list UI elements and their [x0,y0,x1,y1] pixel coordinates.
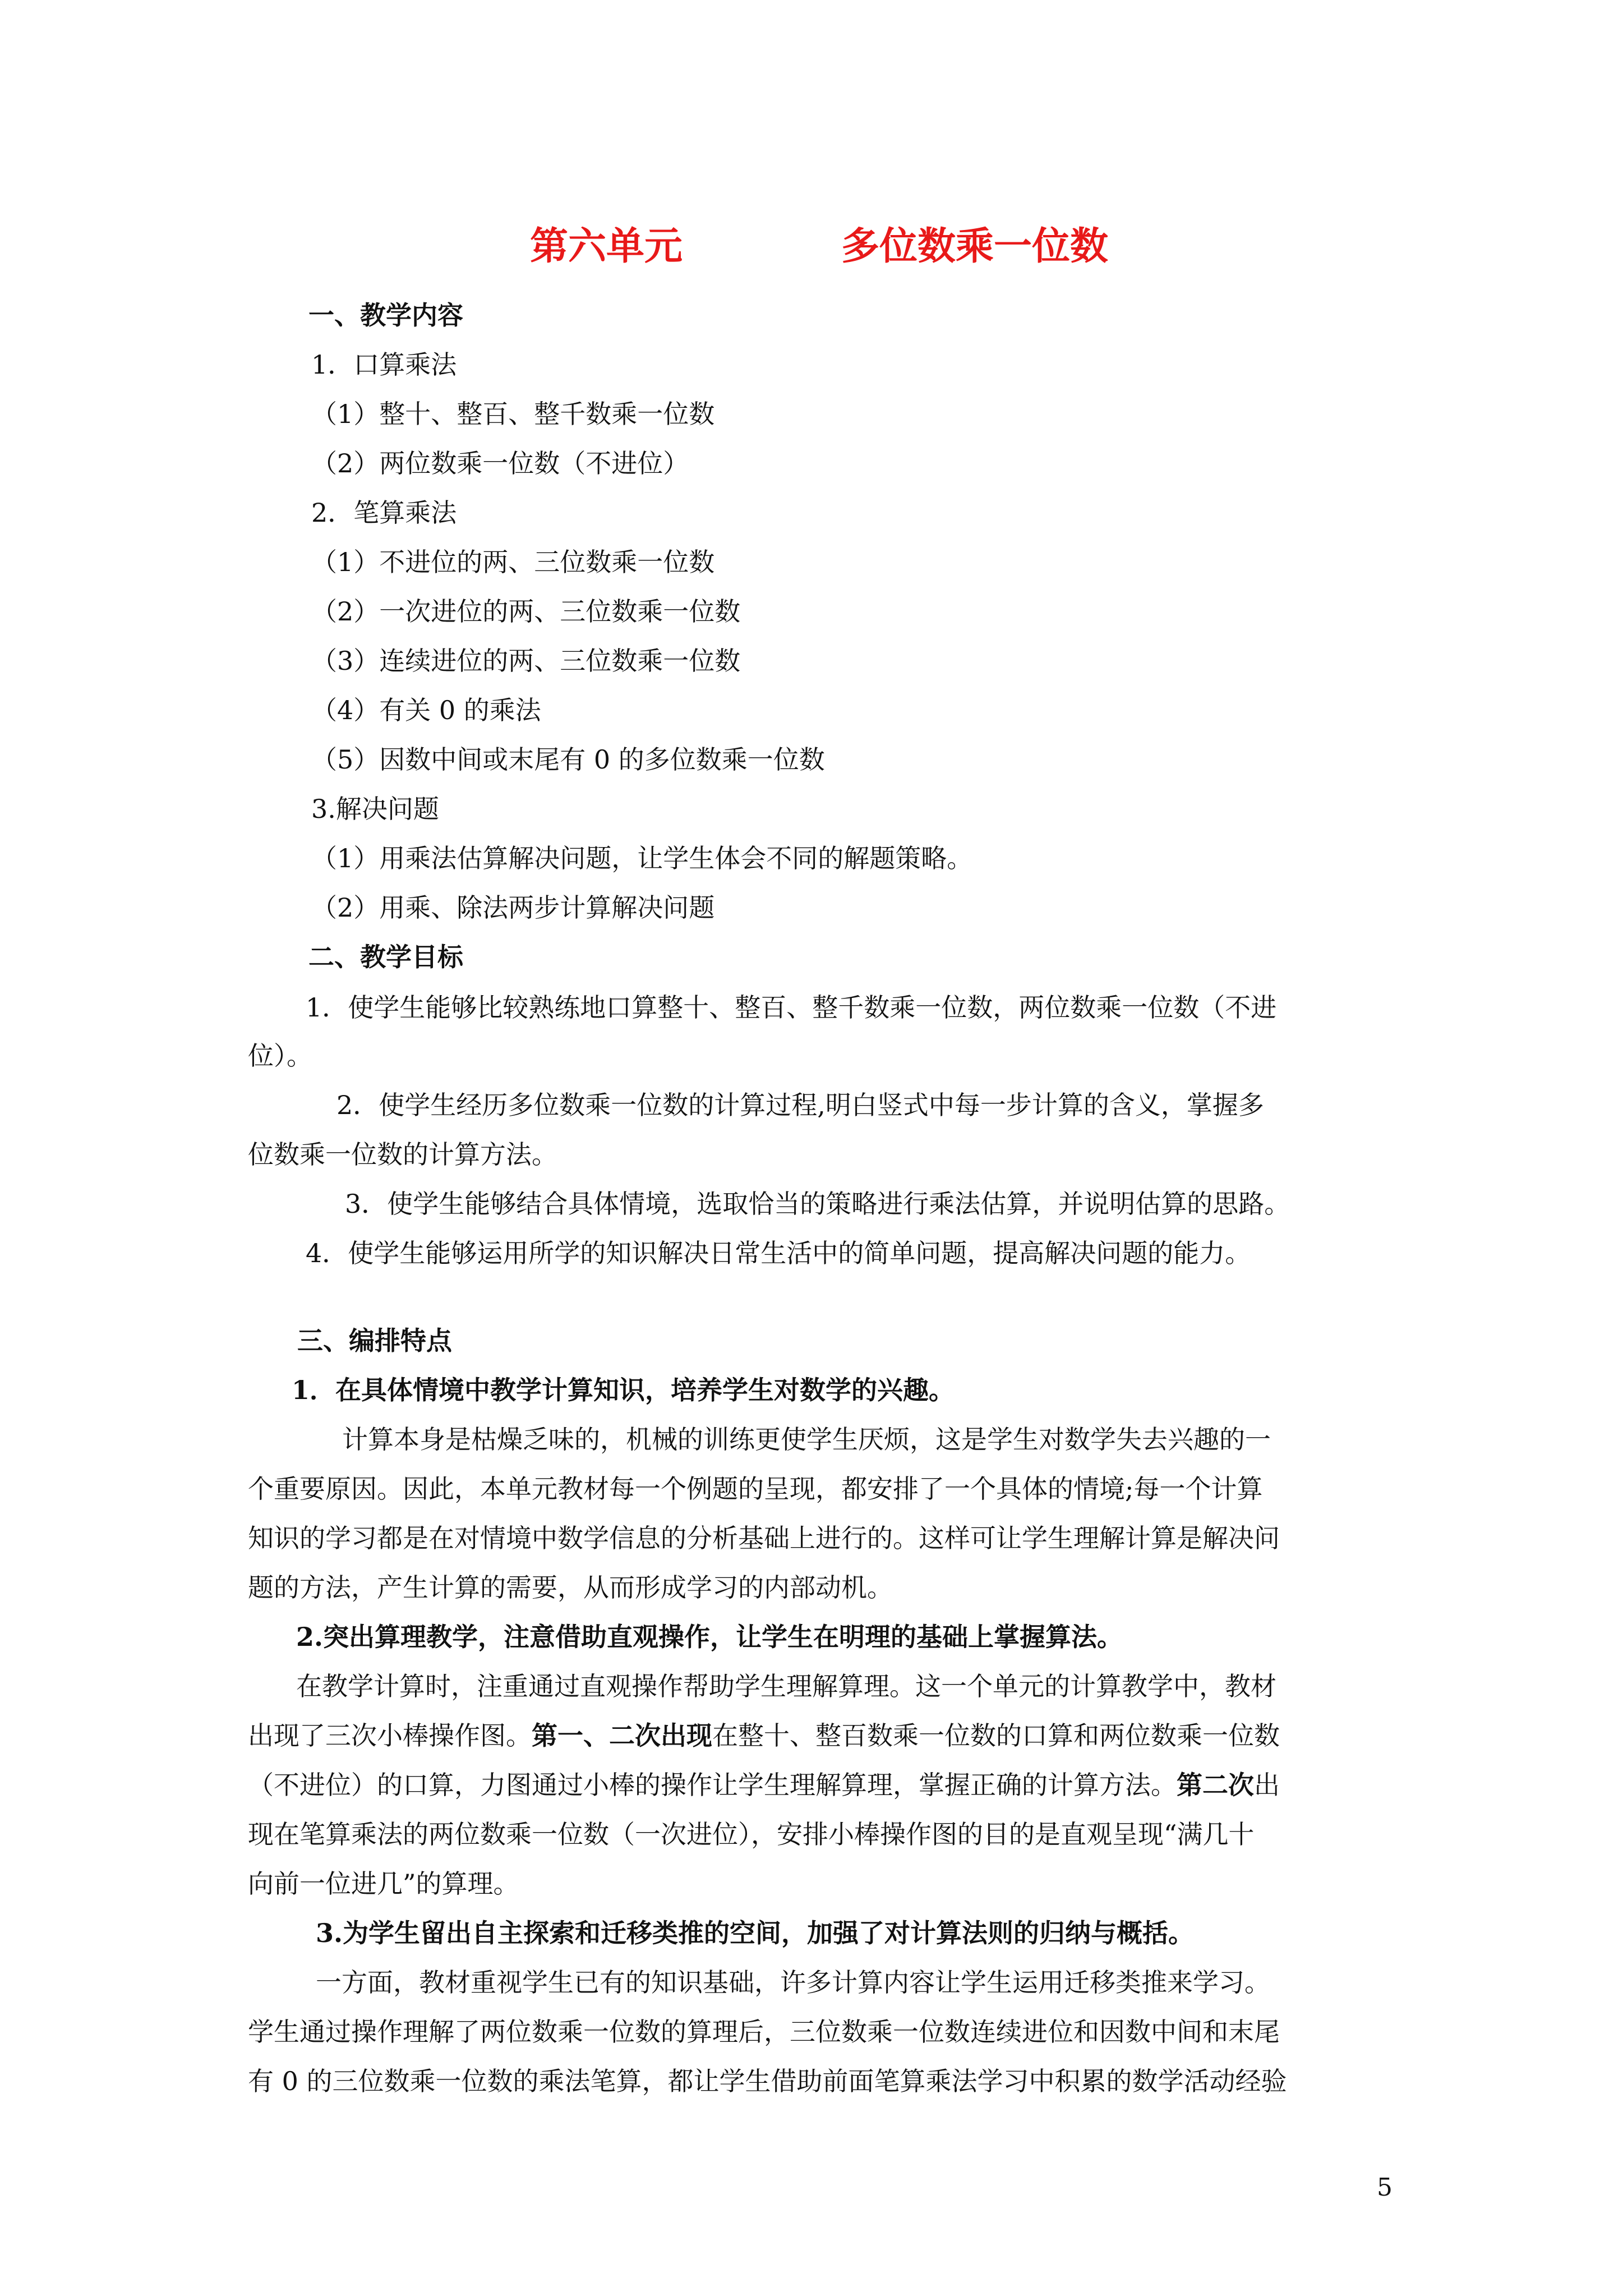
list-item: （1）整十、整百、整千数乘一位数 [311,399,715,429]
paragraph-line: 计算本身是枯燥乏味的，机械的训练更使学生厌烦，这是学生对数学失去兴趣的一 [342,1424,1271,1455]
paragraph-line [248,1719,1280,1752]
paragraph-line: 知识的学习都是在对情境中数学信息的分析基础上进行的。这样可让学生理解计算是解决问 [248,1523,1280,1553]
paragraph-line: 题的方法，产生计算的需要，从而形成学习的内部动机。 [248,1572,893,1603]
list-item: （2）用乘、除法两步计算解决问题 [311,892,715,923]
subheading: 1．在具体情境中教学计算知识，培养学生对数学的兴趣。 [292,1375,955,1405]
text-run: 出现了三次小棒操作图。 [248,1720,532,1751]
paragraph-line: 1．使学生能够比较熟练地口算整十、整百、整千数乘一位数，两位数乘一位数（不进 [306,992,1277,1023]
paragraph-line: 个重要原因。因此，本单元教材每一个例题的呈现，都安排了一个具体的情境;每一个计算 [248,1474,1263,1504]
emphasis-text: 第一、二次出现 [532,1720,712,1751]
list-item: （2）两位数乘一位数（不进位） [311,448,689,478]
paragraph-line: 2．使学生经历多位数乘一位数的计算过程,明白竖式中每一步计算的含义，掌握多 [336,1090,1264,1120]
paragraph-line: 一方面，教材重视学生已有的知识基础，许多计算内容让学生运用迁移类推来学习。 [316,1967,1270,1998]
list-item: （5）因数中间或末尾有 0 的多位数乘一位数 [311,744,825,775]
paragraph-line: 学生通过操作理解了两位数乘一位数的算理后，三位数乘一位数连续进位和因数中间和末尾 [248,2017,1280,2047]
text-run: 出 [1254,1770,1280,1800]
section-heading-teaching-content: 一、教学内容 [308,300,463,330]
text-run: （不进位）的口算，力图通过小棒的操作让学生理解算理，掌握正确的计算方法。 [248,1770,1177,1800]
paragraph-line: 有 0 的三位数乘一位数的乘法笔算，都让学生借助前面笔算乘法学习中积累的数学活动经验 [248,2066,1287,2096]
subheading: 2.突出算理教学，注意借助直观操作，让学生在明理的基础上掌握算法。 [296,1622,1123,1652]
subheading: 3.为学生留出自主探索和迁移类推的空间，加强了对计算法则的归纳与概括。 [316,1918,1195,1948]
emphasis-text: 第二次 [1177,1770,1254,1800]
page-title [0,216,1623,278]
list-item: 1．口算乘法 [311,349,457,380]
unit-name: 多位数乘一位数 [841,224,1109,269]
paragraph-line: 位数乘一位数的计算方法。 [248,1139,557,1170]
list-item: （2）一次进位的两、三位数乘一位数 [311,596,741,627]
list-item: 3.解决问题 [311,794,439,824]
section-heading-teaching-goals: 二、教学目标 [308,942,463,972]
list-item: 2．笔算乘法 [311,498,457,528]
text-run: 在整十、整百数乘一位数的口算和两位数乘一位数 [712,1720,1280,1751]
paragraph-line [248,1768,1280,1802]
paragraph-line: 向前一位进几”的算理。 [248,1869,519,1899]
paragraph-line: 现在笔算乘法的两位数乘一位数（一次进位），安排小棒操作图的目的是直观呈现“满几十 [248,1819,1255,1849]
list-item: （4）有关 0 的乘法 [311,695,541,725]
section-heading-arrangement: 三、编排特点 [297,1326,452,1356]
list-item: （3）连续进位的两、三位数乘一位数 [311,646,741,676]
list-item: （1）用乘法估算解决问题，让学生体会不同的解题策略。 [311,843,973,873]
paragraph-line: 在教学计算时，注重通过直观操作帮助学生理解算理。这一个单元的计算教学中，教材 [296,1671,1276,1701]
paragraph-line: 4．使学生能够运用所学的知识解决日常生活中的简单问题，提高解决问题的能力。 [306,1238,1251,1268]
unit-number: 第六单元 [530,224,683,269]
paragraph-line: 3．使学生能够结合具体情境，选取恰当的策略进行乘法估算，并说明估算的思路。 [345,1189,1290,1219]
list-item: （1）不进位的两、三位数乘一位数 [311,547,715,577]
page-number: 5 [1377,2173,1393,2202]
paragraph-line: 位）。 [248,1041,312,1071]
